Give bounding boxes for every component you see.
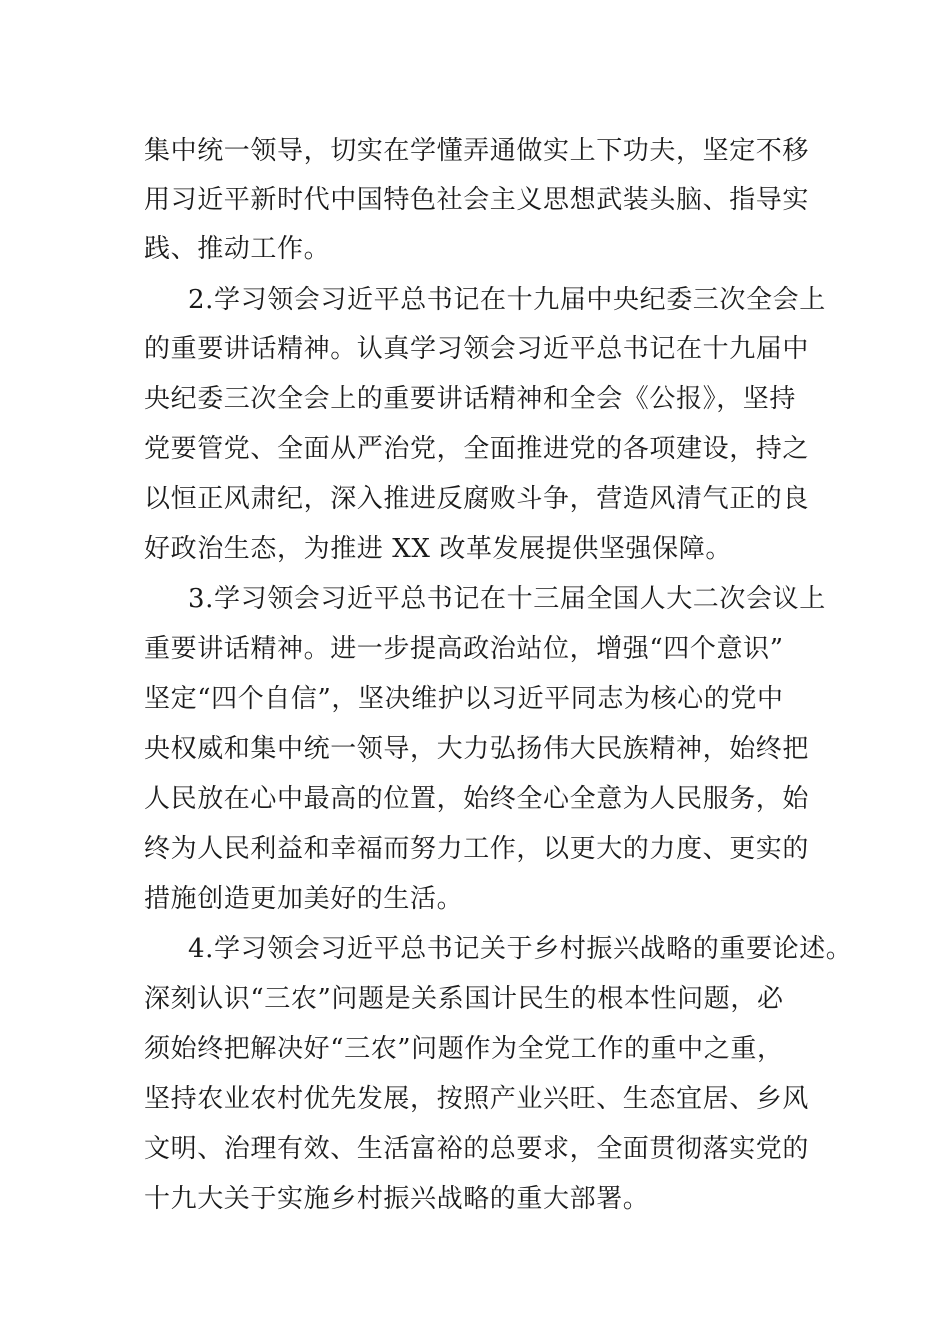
paragraph-2-first-line: 2.学习领会习近平总书记在十九届中央纪委三次全会上 [188, 285, 826, 315]
text-line: 坚定“四个自信”，坚决维护以习近平同志为核心的党中 [144, 684, 784, 714]
text-line: 坚持农业农村优先发展，按照产业兴旺、生态宜居、乡风 [144, 1084, 810, 1114]
text-line: 央纪委三次全会上的重要讲话精神和全会《公报》，坚持 [144, 384, 797, 414]
text-line: 深刻认识“三农”问题是关系国计民生的根本性问题，必 [144, 984, 784, 1014]
text-line: 用习近平新时代中国特色社会主义思想武装头脑、指导实 [144, 185, 810, 215]
text-line: 人民放在心中最高的位置，始终全心全意为人民服务，始 [144, 784, 810, 814]
paragraph-3-first-line: 3.学习领会习近平总书记在十三届全国人大二次会议上 [188, 584, 826, 614]
text-line: 央权威和集中统一领导，大力弘扬伟大民族精神，始终把 [144, 734, 810, 764]
text-line: 践、推动工作。 [144, 234, 331, 264]
text-line: 文明、治理有效、生活富裕的总要求，全面贯彻落实党的 [144, 1134, 810, 1164]
text-line: 集中统一领导，切实在学懂弄通做实上下功夫，坚定不移 [144, 136, 810, 166]
text-line: 以恒正风肃纪，深入推进反腐败斗争，营造风清气正的良 [144, 484, 810, 514]
text-line: 重要讲话精神。进一步提高政治站位，增强“四个意识” [144, 634, 784, 664]
text-line: 十九大关于实施乡村振兴战略的重大部署。 [144, 1184, 650, 1214]
text-line: 措施创造更加美好的生活。 [144, 884, 464, 914]
text-line: 终为人民利益和幸福而努力工作，以更大的力度、更实的 [144, 834, 810, 864]
text-line: 的重要讲话精神。认真学习领会习近平总书记在十九届中 [144, 334, 810, 364]
text-line: 须始终把解决好“三农”问题作为全党工作的重中之重， [144, 1034, 784, 1064]
text-line: 好政治生态，为推进 XX 改革发展提供坚强保障。 [144, 534, 732, 564]
paragraph-4-first-line: 4.学习领会习近平总书记关于乡村振兴战略的重要论述。 [188, 934, 853, 964]
text-line: 党要管党、全面从严治党，全面推进党的各项建设，持之 [144, 434, 810, 464]
